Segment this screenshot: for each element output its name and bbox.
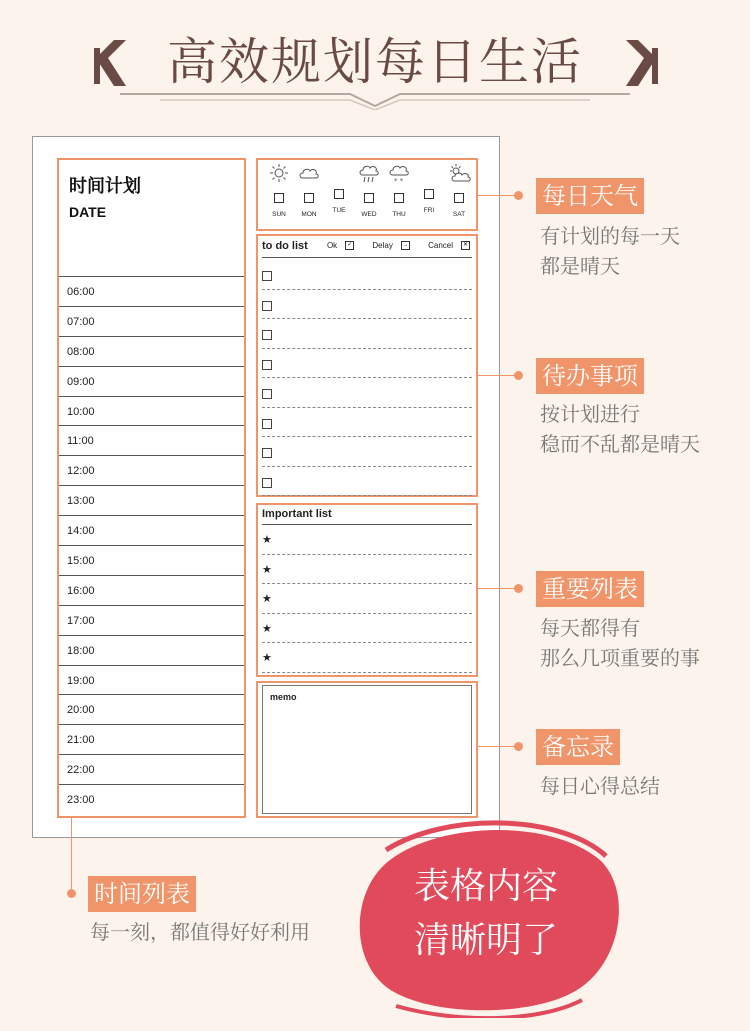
snow-icon xyxy=(384,164,414,186)
time-slot[interactable]: 14:00 xyxy=(59,515,244,545)
important-item[interactable] xyxy=(262,525,472,555)
weather-day-label: MON xyxy=(301,211,317,218)
ok-label: Ok xyxy=(326,241,338,250)
schedule-title: 时间计划 xyxy=(69,176,141,197)
memo-connector xyxy=(478,746,518,747)
todo-title-rule xyxy=(262,257,472,258)
cancel-legend xyxy=(420,241,470,250)
todo-checkbox[interactable] xyxy=(262,301,272,311)
weather-day-thu xyxy=(384,160,414,218)
time-slot[interactable]: 15:00 xyxy=(59,545,244,575)
weather-connector xyxy=(478,195,518,196)
weather-panel xyxy=(256,158,478,231)
important-item[interactable] xyxy=(262,584,472,614)
weather-day-mon xyxy=(294,160,324,218)
todo-item[interactable] xyxy=(262,260,472,290)
cancel-label: Cancel xyxy=(428,241,453,250)
time-slot[interactable]: 18:00 xyxy=(59,635,244,665)
schedule-desc-1: 每一刻，都值得好好利用 xyxy=(90,920,310,944)
important-item[interactable] xyxy=(262,643,472,673)
weather-day-label: WED xyxy=(361,211,377,218)
delay-arrow-icon: → xyxy=(402,242,409,249)
time-slot[interactable]: 08:00 xyxy=(59,336,244,366)
sun-icon xyxy=(264,164,294,186)
todo-item[interactable] xyxy=(262,290,472,320)
todo-checkbox[interactable] xyxy=(262,448,272,458)
todo-checkbox[interactable] xyxy=(262,330,272,340)
weather-checkbox[interactable] xyxy=(454,193,464,203)
ok-check-icon: ✓ xyxy=(347,242,353,249)
time-slot[interactable]: 12:00 xyxy=(59,455,244,485)
todo-item[interactable] xyxy=(262,437,472,467)
time-slot[interactable]: 06:00 xyxy=(59,276,244,306)
important-title: Important list xyxy=(262,508,332,520)
todo-panel xyxy=(256,234,478,497)
important-desc-1: 每天都得有 xyxy=(540,616,640,640)
todo-checkbox[interactable] xyxy=(262,478,272,488)
todo-checkbox[interactable] xyxy=(262,419,272,429)
weather-day-wed xyxy=(354,160,384,218)
weather-tag: 每日天气 xyxy=(536,178,644,214)
memo-panel xyxy=(256,681,478,818)
memo-tag: 备忘录 xyxy=(536,729,620,765)
weather-day-label: SUN xyxy=(272,211,286,218)
time-slot[interactable]: 11:00 xyxy=(59,425,244,455)
weather-day-label: THU xyxy=(392,211,406,218)
star-icon: ★ xyxy=(262,562,272,576)
memo-label: memo xyxy=(270,692,297,702)
time-slot[interactable]: 20:00 xyxy=(59,694,244,724)
delay-label: Delay xyxy=(372,241,393,250)
todo-checkbox[interactable] xyxy=(262,360,272,370)
weather-day-sun xyxy=(264,160,294,218)
time-slot[interactable]: 21:00 xyxy=(59,724,244,754)
time-slot[interactable]: 23:00 xyxy=(59,784,244,814)
cloud-icon xyxy=(294,164,324,186)
todo-item[interactable] xyxy=(262,319,472,349)
todo-checkbox[interactable] xyxy=(262,389,272,399)
star-icon: ★ xyxy=(262,621,272,635)
weather-day-sat xyxy=(444,160,474,218)
todo-desc-1: 按计划进行 xyxy=(540,402,640,426)
schedule-connector xyxy=(71,818,72,894)
title-underline xyxy=(120,86,630,114)
time-slot[interactable]: 16:00 xyxy=(59,575,244,605)
weather-day-fri xyxy=(414,160,444,214)
important-item[interactable] xyxy=(262,614,472,644)
time-slot[interactable]: 17:00 xyxy=(59,605,244,635)
memo-area[interactable] xyxy=(262,685,472,814)
weather-day-label: TUE xyxy=(332,207,346,214)
todo-status-legend xyxy=(311,241,470,250)
time-slot[interactable]: 10:00 xyxy=(59,396,244,426)
partly-cloudy-icon xyxy=(444,164,474,186)
memo-desc-1: 每日心得总结 xyxy=(540,774,660,798)
weather-checkbox[interactable] xyxy=(334,189,344,199)
star-icon: ★ xyxy=(262,651,272,664)
date-label[interactable]: DATE xyxy=(69,204,107,220)
todo-tag: 待办事项 xyxy=(536,358,644,394)
rain-icon xyxy=(354,164,384,186)
todo-item[interactable] xyxy=(262,408,472,438)
badge-line-1: 表格内容 xyxy=(413,866,558,907)
important-desc-2: 那么几项重要的事 xyxy=(540,646,700,670)
memo-dot xyxy=(514,742,523,751)
time-slot[interactable]: 22:00 xyxy=(59,754,244,784)
todo-title: to do list xyxy=(262,240,308,252)
time-schedule-panel xyxy=(57,158,246,818)
schedule-dot xyxy=(67,889,76,898)
todo-desc-2: 稳而不乱都是晴天 xyxy=(540,432,700,456)
important-panel xyxy=(256,503,478,677)
time-slot[interactable]: 09:00 xyxy=(59,366,244,396)
weather-day-label: SAT xyxy=(452,211,466,218)
weather-checkbox[interactable] xyxy=(424,189,434,199)
important-connector xyxy=(478,588,518,589)
badge-line-2: 清晰明了 xyxy=(413,920,558,961)
weather-desc-1: 有计划的每一天 xyxy=(540,224,680,248)
weather-desc-2: 都是晴天 xyxy=(540,254,620,278)
time-slot-list xyxy=(59,276,244,814)
important-item[interactable] xyxy=(262,555,472,585)
weather-checkbox[interactable] xyxy=(274,193,284,203)
todo-item[interactable] xyxy=(262,378,472,408)
weather-checkbox[interactable] xyxy=(304,193,314,203)
star-icon: ★ xyxy=(262,533,272,546)
weather-dot xyxy=(514,191,523,200)
schedule-tag: 时间列表 xyxy=(88,876,196,912)
todo-item[interactable] xyxy=(262,467,472,497)
important-dot xyxy=(514,584,523,593)
star-icon: ★ xyxy=(262,592,272,605)
weather-day-tue xyxy=(324,160,354,214)
todo-checkbox[interactable] xyxy=(262,271,272,281)
time-slot[interactable]: 07:00 xyxy=(59,306,244,336)
weather-checkbox[interactable] xyxy=(394,193,404,203)
page-title: 高效规划每日生活 xyxy=(167,33,583,91)
weather-day-label: FRI xyxy=(423,207,435,214)
delay-legend xyxy=(364,241,409,250)
weather-checkbox[interactable] xyxy=(364,193,374,203)
todo-connector xyxy=(478,375,518,376)
summary-badge xyxy=(350,820,622,1018)
weather-blank xyxy=(324,160,354,182)
todo-item[interactable] xyxy=(262,349,472,379)
svg-text:* *: * * xyxy=(394,177,404,184)
important-tag: 重要列表 xyxy=(536,571,644,607)
ok-legend xyxy=(319,241,354,250)
todo-dot xyxy=(514,371,523,380)
weather-blank xyxy=(414,160,444,182)
time-slot[interactable]: 19:00 xyxy=(59,665,244,695)
time-slot[interactable]: 13:00 xyxy=(59,485,244,515)
cancel-x-icon: ✕ xyxy=(462,242,469,249)
